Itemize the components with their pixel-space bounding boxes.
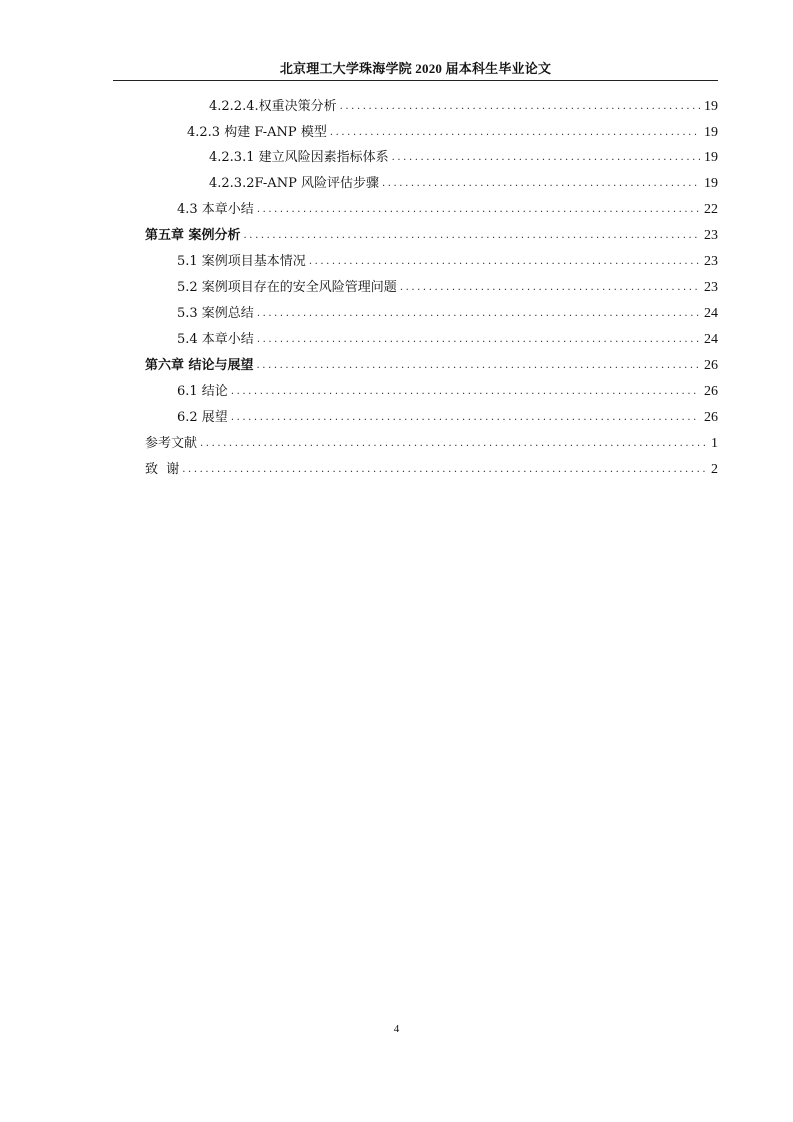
toc-entry-page: 26: [704, 384, 718, 399]
toc-entry[interactable]: [187, 121, 718, 141]
toc-entry-page: 24: [704, 306, 718, 321]
toc-entry-page: 23: [704, 280, 718, 295]
toc-entry-page: 2: [711, 462, 718, 477]
toc-entry-page: 23: [704, 254, 718, 269]
toc-entry[interactable]: [177, 328, 718, 348]
toc-entry-title: 4.2.2.4.权重决策分析: [209, 99, 337, 114]
toc-entry-page: 26: [704, 358, 718, 373]
toc-leader-dots: [339, 99, 700, 115]
toc-entry-title: 6.2 展望: [177, 410, 228, 425]
toc-leader-dots: [308, 254, 700, 270]
toc-entry-page: 1: [711, 436, 718, 451]
toc-leader-dots: [243, 228, 700, 244]
toc-entry-title: 5.1 案例项目基本情况: [177, 254, 306, 269]
toc-entry-page: 23: [704, 228, 718, 243]
toc-entry-page: 24: [704, 332, 718, 347]
toc-leader-dots: [381, 176, 700, 192]
toc-leader-dots: [230, 410, 700, 426]
toc-leader-dots: [256, 332, 700, 348]
toc-chapter-title: 第六章 结论与展望: [145, 358, 254, 373]
toc-entry-page: 19: [704, 125, 718, 140]
toc-entry-page: 22: [704, 202, 718, 217]
toc-entry[interactable]: [209, 172, 718, 192]
toc-entry[interactable]: [209, 95, 718, 115]
toc-entry-page: 19: [704, 176, 718, 191]
toc-entry[interactable]: [177, 250, 718, 270]
page-number: 4: [393, 1023, 400, 1035]
toc-leader-dots: [181, 462, 707, 478]
toc-entry-title: 4.2.3.2F-ANP 风险评估步骤: [209, 176, 379, 191]
toc-entry-title: 4.2.3 构建 F-ANP 模型: [187, 125, 327, 140]
toc-entry-title: 4.3 本章小结: [177, 202, 254, 217]
toc-entry[interactable]: [145, 458, 718, 478]
toc-entry-page: 19: [704, 150, 718, 165]
toc-entry-title: 参考文献: [145, 436, 198, 451]
toc-entry[interactable]: [177, 302, 718, 322]
toc-chapter-title: 第五章 案例分析: [145, 228, 241, 243]
toc-leader-dots: [329, 125, 700, 141]
toc-leader-dots: [199, 436, 707, 452]
toc-entry[interactable]: [145, 432, 718, 452]
toc-entry-page: 26: [704, 410, 718, 425]
toc-leader-dots: [256, 202, 700, 218]
page-header-title: 北京理工大学珠海学院 2020 届本科生毕业论文: [279, 61, 552, 76]
toc-entry-title: 5.3 案例总结: [177, 306, 254, 321]
toc-leader-dots: [256, 358, 700, 374]
toc-entry-title: 4.2.3.1 建立风险因素指标体系: [209, 150, 389, 165]
toc-entry-title: 5.2 案例项目存在的安全风险管理问题: [177, 280, 397, 295]
toc-entry[interactable]: [209, 146, 718, 166]
toc-entry-page: 19: [704, 99, 718, 114]
toc-leader-dots: [391, 150, 700, 166]
toc-leader-dots: [399, 280, 700, 296]
toc-leader-dots: [230, 384, 700, 400]
toc-entry[interactable]: [177, 406, 718, 426]
toc-leader-dots: [256, 306, 700, 322]
toc-entry[interactable]: [177, 198, 718, 218]
toc-entry-title: 5.4 本章小结: [177, 332, 254, 347]
toc-chapter-entry[interactable]: [145, 224, 718, 244]
toc-entry[interactable]: [177, 380, 718, 400]
toc-entry[interactable]: [177, 276, 718, 296]
toc-entry-title: 致 谢: [145, 462, 180, 477]
toc-chapter-entry[interactable]: [145, 354, 718, 374]
toc-entry-title: 6.1 结论: [177, 384, 228, 399]
